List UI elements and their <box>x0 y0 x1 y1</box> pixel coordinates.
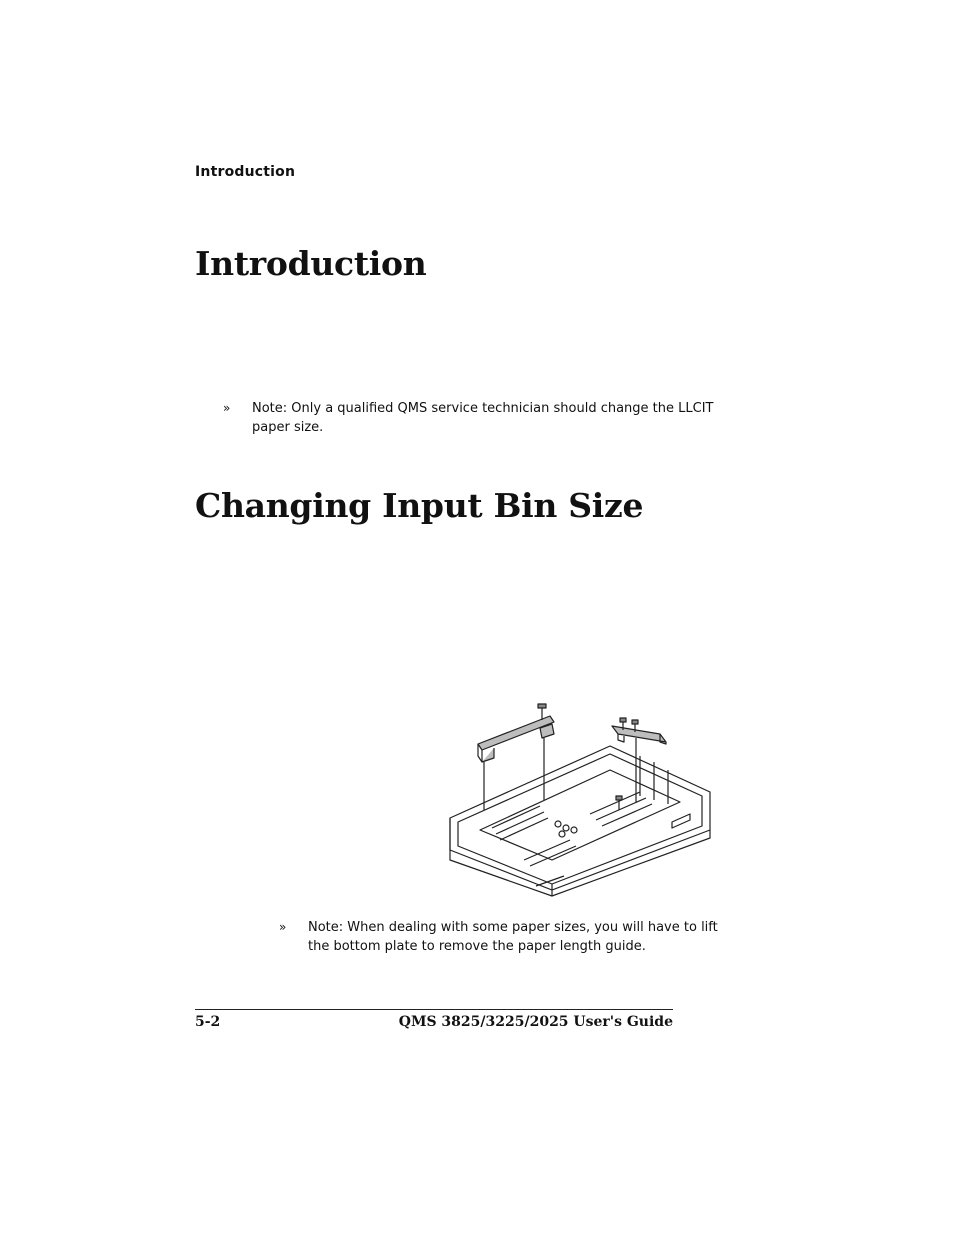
note-line: Note: Only a qualified QMS service technician should change the LLCIT <box>252 401 714 416</box>
note-text <box>308 918 738 956</box>
note-line: paper size. <box>252 420 324 435</box>
paper-tray-guide-illustration <box>440 700 725 900</box>
running-head: Introduction <box>195 164 296 180</box>
note-bottom-plate <box>279 918 739 958</box>
section-heading-changing-input-bin-size: Changing Input Bin Size <box>195 486 644 525</box>
note-text <box>252 399 742 437</box>
note-line: the bottom plate to remove the paper length guide. <box>308 939 646 954</box>
note-marker-icon: » <box>223 401 231 415</box>
section-heading-introduction: Introduction <box>195 244 427 283</box>
footer-rule <box>195 1009 673 1010</box>
page-number: 5-2 <box>195 1014 221 1030</box>
note-llcit-technician <box>223 399 743 439</box>
guide-title: QMS 3825/3225/2025 User's Guide <box>398 1014 673 1030</box>
note-marker-icon: » <box>279 920 287 934</box>
tray-icon <box>440 700 725 900</box>
note-line: Note: When dealing with some paper sizes, you will have to lift <box>308 920 718 935</box>
